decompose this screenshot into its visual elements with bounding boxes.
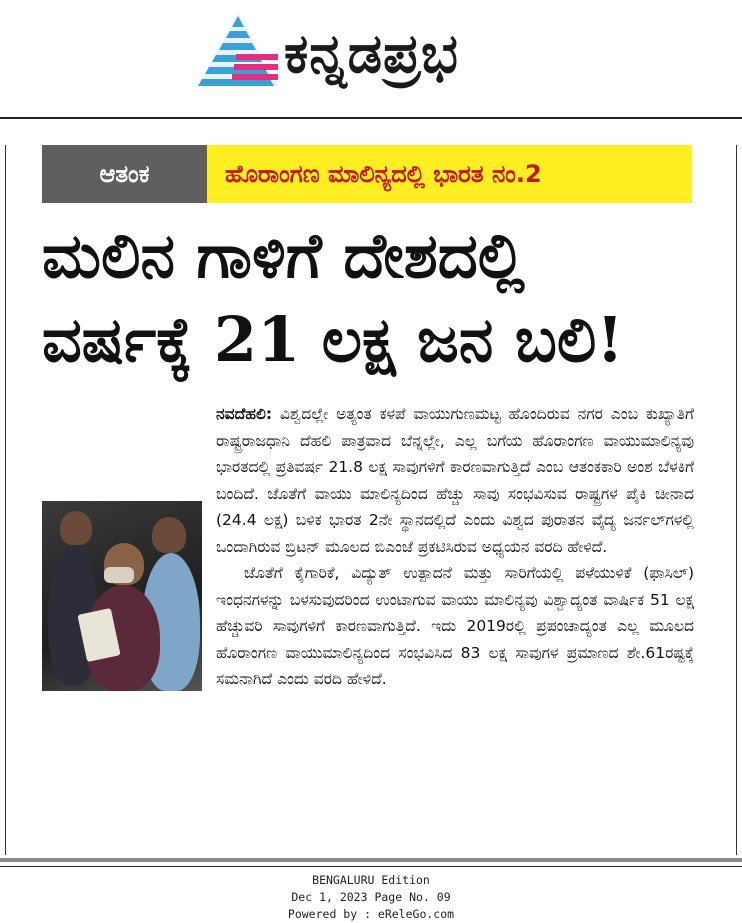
paragraph-2: ಜೊತೆಗೆ ಕೈಗಾರಿಕೆ, ವಿದ್ಯುತ್ ಉತ್ಪಾದನೆ ಮತ್ತು ಸಾರಿಗೆಯಲ್ಲಿ ಪಳೆಯುಳಿಕೆ (ಫಾಸಿಲ್) ಇಂಧನಗಳನ್ನು ಬಳಸುವುದರಿಂದ ಉಂಟಾಗುವ ವಾಯು ಮಾಲಿನ್ಯವು ವಿಶ್ವಾದ್ಯಂತ ವಾರ್ಷಿಕ 51 ಲಕ್ಷ ಹೆಚ್ಚುವರಿ ಸಾವುಗಳಿಗೆ ಕಾರಣವಾಗುತ್ತಿದೆ. ಇದು 2019ರಲ್ಲಿ ಪ್ರಪಂಚಾದ್ಯಂತ ಎಲ್ಲ ಮೂಲದ ಹೊರಾಂಗಣ ವಾಯುಮಾಲಿನ್ಯದಿಂದ ಸಂಭವಿಸಿದ 83 ಲಕ್ಷ ಸಾವುಗಳ ಪ್ರಮಾಣದ ಶೇ.61ರಷ್ಟಕ್ಕೆ ಸಮನಾಗಿದೆ ಎಂದು ವರದಿ ಹೇಳಿದೆ. (216, 564, 694, 688)
footer-powered-by: Powered by : eReleGo.com (287, 907, 455, 921)
article-body (42, 401, 694, 695)
headline (42, 214, 702, 382)
footer-edition: BENGALURU Edition (312, 873, 430, 887)
headline-line-2: ವರ್ಷಕ್ಕೆ 21 ಲಕ್ಷ ಜನ ಬಲಿ! (42, 303, 624, 376)
section-tag: ಆತಂಕ (42, 145, 207, 203)
column-rule-right (736, 145, 737, 855)
dateline: ನವದೆಹಲಿ: (216, 405, 273, 423)
column-rule-left (5, 145, 6, 855)
kannadaprabha-logo-icon (196, 12, 280, 88)
masthead (0, 0, 742, 117)
kicker-headline: ಹೊರಾಂಗಣ ಮಾಲಿನ್ಯದಲ್ಲಿ ಭಾರತ ನಂ.2 (207, 145, 692, 203)
masthead-logo-text: ಕನ್ನಡಪ್ರಭ (284, 22, 459, 85)
footer-divider-thin (0, 866, 742, 867)
headline-line-1: ಮಲಿನ ಗಾಳಿಗೆ ದೇಶದಲ್ಲಿ (42, 219, 525, 292)
article-photo (42, 501, 202, 691)
masthead-divider (0, 117, 742, 119)
footer (0, 872, 742, 923)
footer-divider-thick (0, 858, 742, 862)
footer-date-page: Dec 1, 2023 Page No. 09 (291, 890, 451, 904)
paragraph-1-text: ವಿಶ್ವದಲ್ಲೇ ಅತ್ಯಂತ ಕಳಪೆ ವಾಯುಗುಣಮಟ್ಟ ಹೊಂದಿರುವ ನಗರ ಎಂಬ ಕುಖ್ಯಾತಿಗೆ ರಾಷ್ಟ್ರರಾಜಧಾನಿ ದೆಹಲಿ ಪಾತ್ರವಾದ ಬೆನ್ನಲ್ಲೇ, ಎಲ್ಲ ಬಗೆಯ ಹೊರಾಂಗಣ ವಾಯುಮಾಲಿನ್ಯವು ಭಾರತದಲ್ಲಿ ಪ್ರತಿವರ್ಷ 21.8 ಲಕ್ಷ ಸಾವುಗಳಿಗೆ ಕಾರಣವಾಗುತ್ತಿದೆ ಎಂಬ ಆತಂಕಕಾರಿ ಅಂಶ ಬೆಳಕಿಗೆ ಬಂದಿದೆ. ಜೊತೆಗೆ ವಾಯು ಮಾಲಿನ್ಯದಿಂದ ಹೆಚ್ಚು ಸಾವು ಸಂಭವಿಸುವ ರಾಷ್ಟ್ರಗಳ ಪೈಕಿ ಚೀನಾದ (24.4 ಲಕ್ಷ) ಬಳಿಕ ಭಾರತ 2ನೇ ಸ್ಥಾನದಲ್ಲಿದೆ ಎಂದು ವಿಶ್ವದ ಪುರಾತನ ವೈದ್ಯ ಜರ್ನಲ್‌ಗಳಲ್ಲಿ ಒಂದಾಗಿರುವ ಬ್ರಿಟನ್ ಮೂಲದ ಬಿಎಂಜೆ ಪ್ರಕಟಿಸಿರುವ ಅಧ್ಯಯನ ವರದಿ ಹೇಳಿದೆ. (216, 405, 694, 556)
